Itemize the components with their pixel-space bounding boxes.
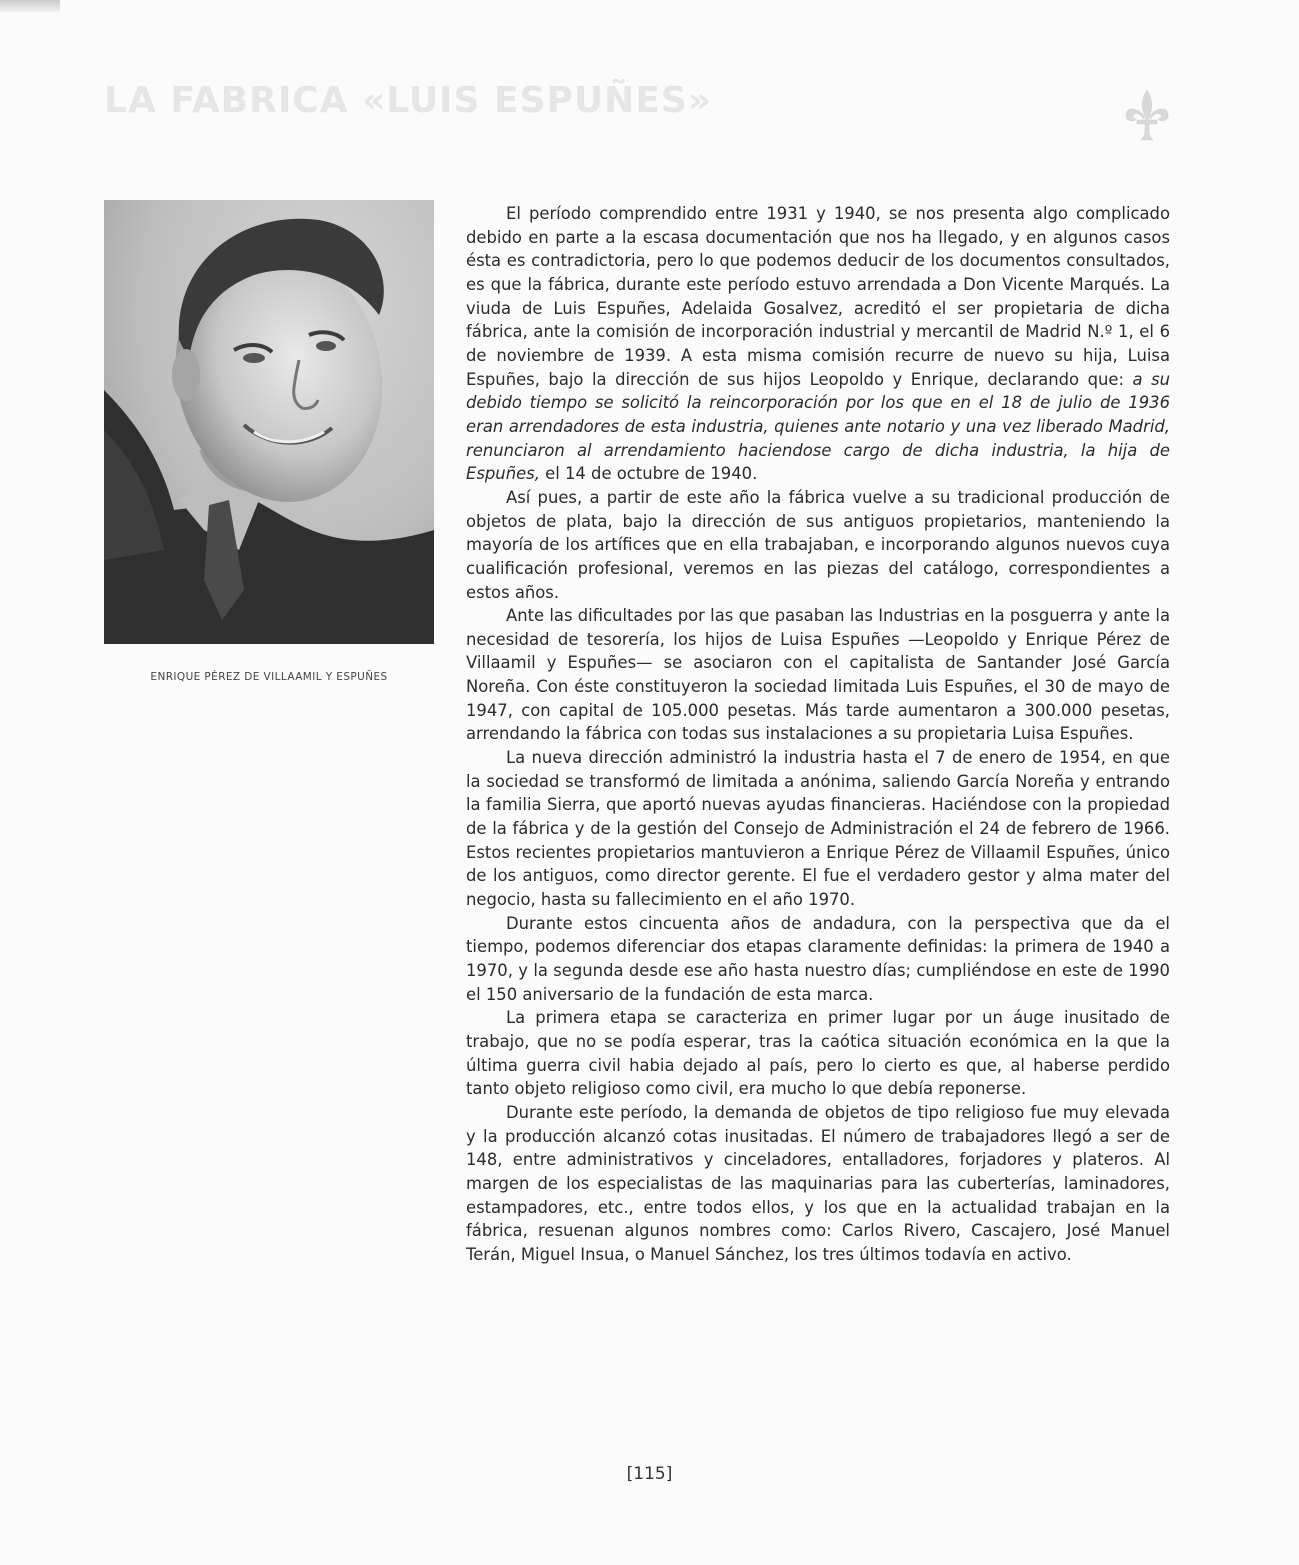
fleur-de-lis-icon [1122,88,1172,144]
paragraph-text: Así pues, a partir de este año la fábrica vuelve a su tradicional producción de objetos de plata, bajo la dirección de sus antiguos propietarios, manteniendo la mayoría de los artífices que en ella trabajaban, e incorporando algunos nuevos cuya cualificación profesional, veremos en las piezas del catálogo, correspondientes a estos años. [466,487,1170,602]
article-paragraph [466,486,1170,604]
page-header-title: LA FABRICA «LUIS ESPUÑES» [104,80,713,121]
article-paragraph [466,746,1170,912]
paragraph-text: Ante las dificultades por las que pasaban las Industrias en la posguerra y ante la necesidad de tesorería, los hijos de Luisa Espuñes —Leopoldo y Enrique Pérez de Villaamil y Espuñes— se asociaron con el capitalista de Santander José García Noreña. Con éste constituyeron la sociedad limitada Luis Espuñes, el 30 de mayo de 1947, con capital de 105.000 pesetas. Más tarde aumentaron a 300.000 pesetas, arrendando la fábrica con todas sus instalaciones a su propietaria Luisa Espuñes. [466,606,1170,744]
article-paragraph [466,604,1170,746]
paragraph-text: Durante estos cincuenta años de andadura, con la perspectiva que da el tiempo, podemos diferenciar dos etapas claramente definidas: la primera de 1940 a 1970, y la segunda desde ese año hasta nuestro días; cumpliéndose en este de 1990 el 150 aniversario de la fundación de esta marca. [466,913,1170,1004]
portrait-photo [104,200,434,644]
paragraph-text: Durante este período, la demanda de objetos de tipo religioso fue muy elevada y la producción alcanzó cotas inusitadas. El número de trabajadores llegó a ser de 148, entre administrativos y cinceladores, entalladores, forjadores y plateros. Al margen de los especialistas de las maquinarias para las cuberterías, laminadores, estampadores, etc., entre todos ellos, y los que en la actualidad trabajan en la fábrica, resuenan algunos nombres como: Carlos Rivero, Cascajero, José Manuel Terán, Miguel Insua, o Manuel Sánchez, los tres últimos todavía en activo. [466,1102,1170,1264]
photo-caption: ENRIQUE PÉREZ DE VILLAAMIL Y ESPUÑES [150,671,388,683]
article-paragraph [466,1101,1170,1267]
quoted-text: a su debido tiempo se solicitó la reincorporación por los que en el 18 de julio de 1936 eran arrendadores de esta industria, quienes ante notario y una vez liberado Madrid, renunciaron al arrendamiento haciendose cargo de dicha industria, la hija de Espuñes, [466,369,1170,484]
page-number: [115] [626,1464,673,1484]
article-paragraph [466,1006,1170,1101]
paragraph-text: La primera etapa se caracteriza en primer lugar por un áuge inusitado de trabajo, que no se podía esperar, tras la caótica situación económica en la que la última guerra civil habia dejado al país, pero lo cierto es que, al haberse perdido tanto objeto religioso como civil, era mucho lo que debía reponerse. [466,1008,1170,1099]
paragraph-text: La nueva dirección administró la industria hasta el 7 de enero de 1954, en que la sociedad se transformó de limitada a anónima, saliendo García Noreña y entrando la familia Sierra, que aportó nuevas ayudas financieras. Haciéndose con la propiedad de la fábrica y de la gestión del Consejo de Administración el 24 de febrero de 1966. Estos recientes propietarios mantuvieron a Enrique Pérez de Villaamil Espuñes, único de los antiguos, como director gerente. El fue el verdadero gestor y alma mater del negocio, hasta su fallecimiento en el año 1970. [466,748,1170,910]
article-body [466,202,1170,1267]
article-paragraph [466,202,1170,486]
paragraph-text: el 14 de octubre de 1940. [539,464,758,484]
article-paragraph [466,912,1170,1007]
scan-corner-mark [0,0,60,12]
paragraph-text: El período comprendido entre 1931 y 1940, se nos presenta algo complicado debido en parte a la escasa documentación que nos ha llegado, y en algunos casos ésta es contradictoria, pero lo que podemos deducir de los documentos consultados, es que la fábrica, durante este período estuvo arrendada a Don Vicente Marqués. La viuda de Luis Espuñes, Adelaida Gosalvez, acreditó el ser propietaria de dicha fábrica, ante la comisión de incorporación industrial y mercantil de Madrid N.º 1, el 6 de noviembre de 1939. A esta misma comisión recurre de nuevo su hija, Luisa Espuñes, bajo la dirección de sus hijos Leopoldo y Enrique, declarando que: [466,204,1170,389]
